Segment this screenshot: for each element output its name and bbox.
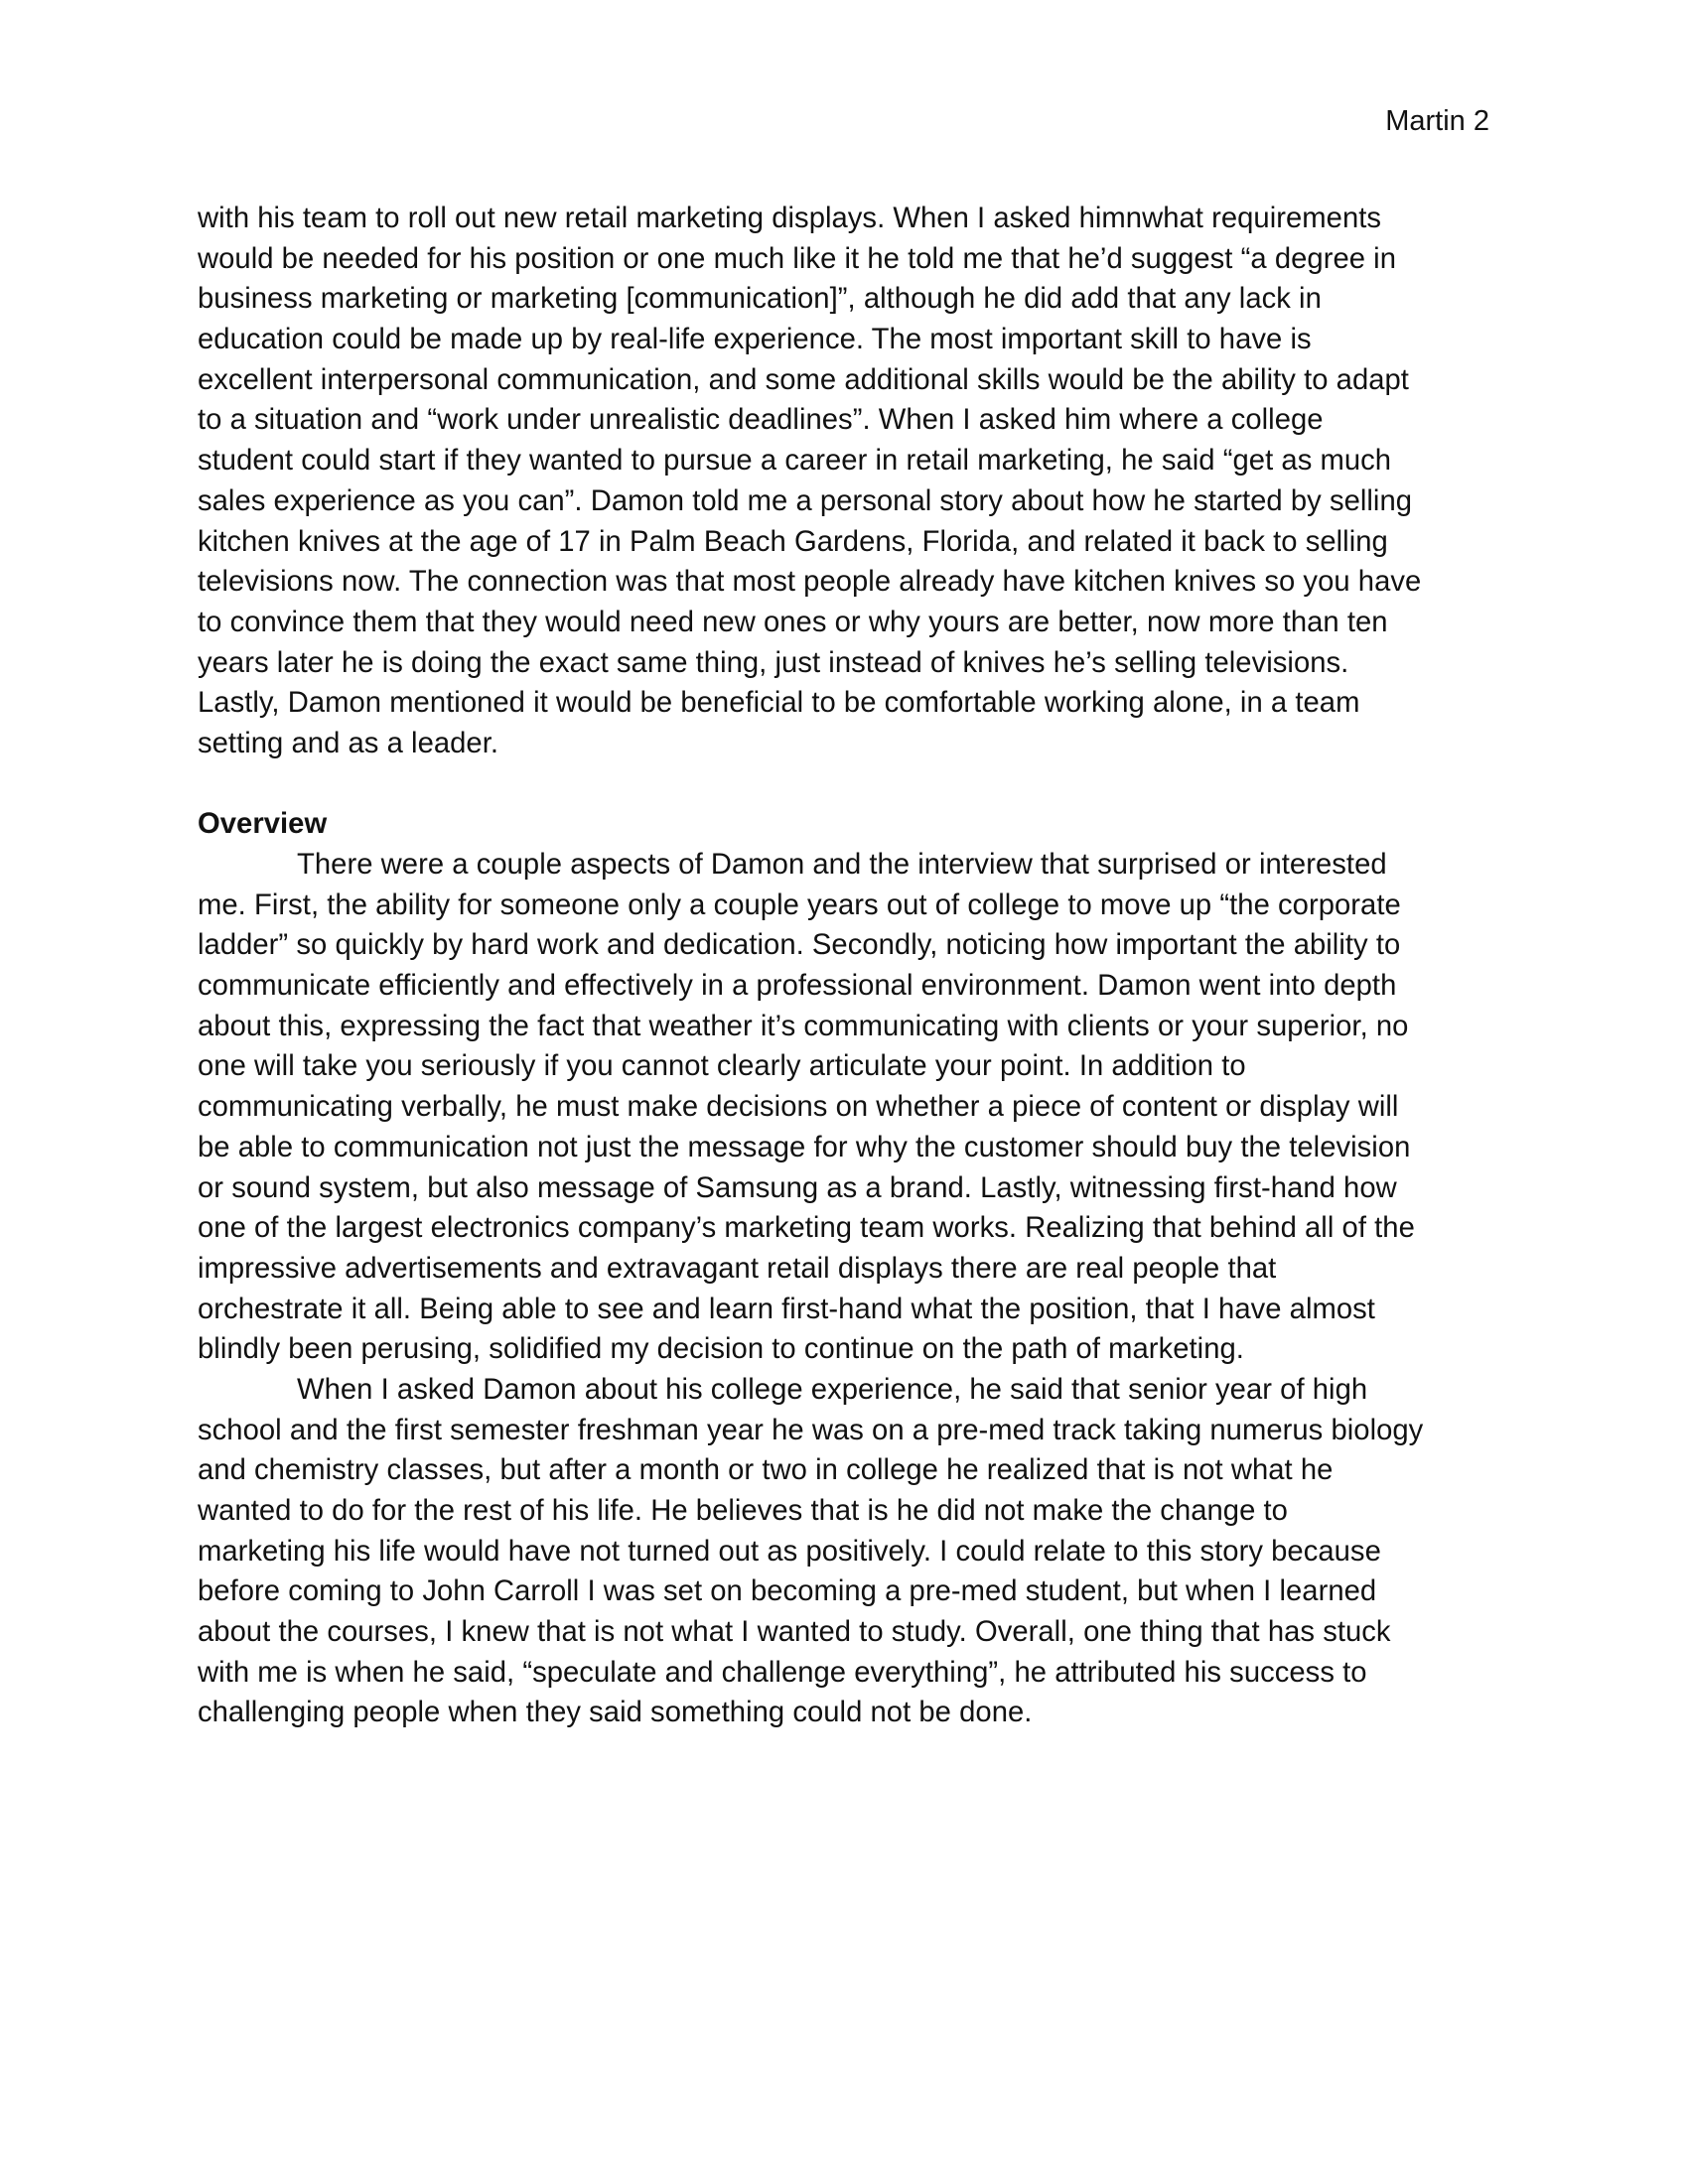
- text-line: or sound system, but also message of Samsung as a brand. Lastly, witnessing first-hand how: [198, 1171, 1397, 1204]
- text-line: before coming to John Carroll I was set on becoming a pre-med student, but when I learned: [198, 1575, 1377, 1608]
- text-line: about this, expressing the fact that weather it’s communicating with clients or your superior, no: [198, 1010, 1409, 1042]
- text-line: When I asked Damon about his college experience, he said that senior year of high: [297, 1373, 1368, 1406]
- text-line: sales experience as you can”. Damon told me a personal story about how he started by selling: [198, 484, 1413, 517]
- text-line: be able to communication not just the message for why the customer should buy the television: [198, 1131, 1411, 1163]
- text-line: impressive advertisements and extravagant retail displays there are real people that: [198, 1252, 1277, 1285]
- text-line: wanted to do for the rest of his life. He believes that is he did not make the change to: [198, 1495, 1288, 1527]
- text-line: ladder” so quickly by hard work and dedication. Secondly, noticing how important the ability to: [198, 929, 1401, 962]
- text-line: excellent interpersonal communication, and some additional skills would be the ability to adapt: [198, 363, 1409, 396]
- text-line: with me is when he said, “speculate and challenge everything”, he attributed his success to: [198, 1656, 1367, 1689]
- text-line: to a situation and “work under unrealistic deadlines”. When I asked him where a college: [198, 404, 1324, 437]
- running-head-page-number: Martin 2: [1385, 105, 1489, 137]
- text-line: with his team to roll out new retail marketing displays. When I asked himnwhat requirements: [198, 203, 1382, 234]
- text-line: Lastly, Damon mentioned it would be beneficial to be comfortable working alone, in a team: [198, 687, 1360, 720]
- text-line: orchestrate it all. Being able to see and learn first-hand what the position, that I have almost: [198, 1293, 1375, 1325]
- text-line: There were a couple aspects of Damon and the interview that surprised or interested: [297, 849, 1387, 881]
- section-heading-overview: Overview: [198, 808, 328, 841]
- text-line: to convince them that they would need new ones or why yours are better, now more than ten: [198, 606, 1388, 638]
- text-line: business marketing or marketing [communication]”, although he did add that any lack in: [198, 283, 1322, 316]
- document-body: [198, 199, 1494, 1733]
- text-line: and chemistry classes, but after a month or two in college he realized that is not what he: [198, 1454, 1334, 1487]
- paragraph-spacer: [198, 764, 1494, 805]
- text-line: kitchen knives at the age of 17 in Palm Beach Gardens, Florida, and related it back to selling: [198, 525, 1388, 558]
- text-line: school and the first semester freshman year he was on a pre-med track taking numerus biology: [198, 1414, 1424, 1446]
- text-line: blindly been perusing, solidified my decision to continue on the path of marketing.: [198, 1333, 1244, 1366]
- paragraph-overview-surprises: [198, 845, 1494, 1370]
- paragraph-interview-continuation: [198, 199, 1494, 764]
- text-line: years later he is doing the exact same thing, just instead of knives he’s selling televisions.: [198, 646, 1349, 679]
- text-line: communicate efficiently and effectively in a professional environment. Damon went into depth: [198, 970, 1397, 1003]
- text-line: marketing his life would have not turned out as positively. I could relate to this story because: [198, 1535, 1381, 1568]
- text-line: one will take you seriously if you cannot clearly articulate your point. In addition to: [198, 1050, 1246, 1083]
- text-line: would be needed for his position or one much like it he told me that he’d suggest “a degree in: [198, 242, 1397, 275]
- text-line: student could start if they wanted to pursue a career in retail marketing, he said “get as much: [198, 445, 1392, 478]
- text-line: me. First, the ability for someone only a couple years out of college to move up “the corporate: [198, 888, 1401, 921]
- text-line: education could be made up by real-life experience. The most important skill to have is: [198, 324, 1312, 356]
- text-line: communicating verbally, he must make decisions on whether a piece of content or display will: [198, 1091, 1399, 1124]
- text-line: about the courses, I knew that is not what I wanted to study. Overall, one thing that has stuck: [198, 1616, 1391, 1649]
- text-line: televisions now. The connection was that most people already have kitchen knives so you have: [198, 566, 1422, 599]
- text-line: setting and as a leader.: [198, 727, 499, 759]
- text-line: one of the largest electronics company’s marketing team works. Realizing that behind all of the: [198, 1212, 1415, 1245]
- text-line: challenging people when they said something could not be done.: [198, 1697, 1033, 1729]
- paragraph-college-experience: [198, 1370, 1494, 1733]
